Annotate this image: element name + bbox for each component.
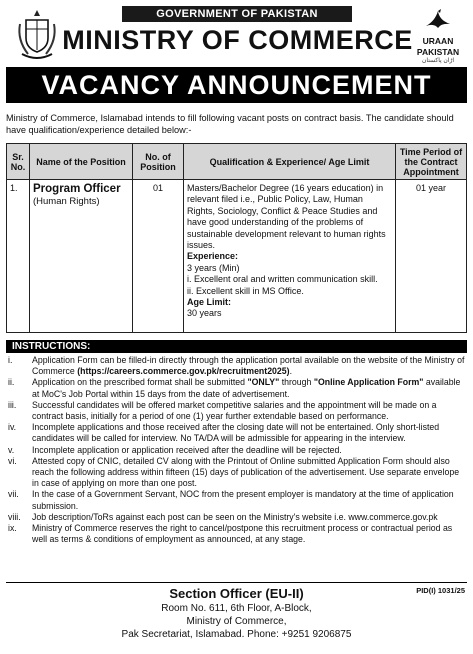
instruction-text: Incomplete application or application received after the deadline will be rejected. (32, 444, 342, 455)
instruction-item (6, 512, 467, 523)
instruction-item (6, 355, 467, 377)
instruction-text: Application Form can be filled-in directly through the application portal available on the website of the Ministry of Commerce (32, 355, 465, 377)
table-row (7, 180, 467, 333)
header-no-of-position: No. of Position (133, 144, 184, 180)
instruction-text: available at MoC's Job Portal within 15 days from the date of advertisement. (32, 377, 461, 399)
skill-communication: i. Excellent oral and written communication skill. (187, 274, 378, 285)
address-line-2: Ministry of Commerce, (186, 616, 287, 627)
cell-time-period: 01 year (396, 180, 467, 333)
uraan-name-line-2: PAKISTAN (416, 47, 460, 57)
instruction-emphasis: "ONLY" (247, 377, 280, 388)
instruction-item (6, 456, 467, 490)
qualification-text: Masters/Bachelor Degree (16 years education) in relevant filed i.e., Public Policy, Law, Human Rights, Sociology, Conflict & Peace Studies and have good understanding of the problems of sustainable development relevant to human rights issues. (187, 183, 386, 251)
instruction-number: viii. (8, 511, 21, 522)
instructions-list (6, 355, 467, 545)
experience-years: 3 years (Min) (187, 262, 240, 273)
header-qualification: Qualification & Experience/ Age Limit (184, 144, 396, 180)
instruction-text: Application on the prescribed format shall be submitted (32, 377, 248, 388)
vacancy-announcement-title: VACANCY ANNOUNCEMENT (6, 67, 467, 103)
ministry-title: MINISTRY OF COMMERCE (62, 25, 413, 55)
instruction-number: ii. (8, 377, 15, 388)
instruction-text: Ministry of Commerce reserves the right to cancel/postpone this recruitment process or contractual period as well as terms & conditions of employment as announced, at any stage. (32, 523, 453, 545)
instruction-text: Job description/ToRs against each post can be seen on the Ministry's website i.e. www.commerce.gov.pk (32, 511, 438, 522)
bird-logo-icon (423, 8, 453, 30)
instruction-text-end: . (289, 366, 293, 377)
instruction-number: vi. (8, 455, 17, 466)
instruction-number: i. (8, 355, 13, 365)
address-line-1: Room No. 611, 6th Floor, A-Block, (161, 603, 312, 614)
cell-qualification (184, 180, 396, 333)
state-emblem-icon (14, 6, 60, 62)
instruction-number: iii. (8, 399, 17, 410)
contact-block (60, 586, 413, 641)
instruction-text: Attested copy of CNIC, detailed CV along with the Printout of Online submitted Application Form should also reach the following address within fifteen (15) days of publication of the advertisement. Use separate envelope in case of applying on more than one post. (32, 455, 460, 489)
instruction-item (6, 523, 467, 545)
position-title: Program Officer (33, 183, 121, 195)
instruction-number: vii. (8, 489, 19, 500)
age-limit-value: 30 years (187, 308, 222, 319)
uraan-pakistan-logo (410, 8, 466, 66)
table-header-row (7, 144, 467, 180)
instruction-item (6, 422, 467, 444)
uraan-name-line-1: URAAN (422, 36, 454, 46)
skill-ms-office: ii. Excellent skill in MS Office. (187, 285, 304, 296)
uraan-tagline: اڑان پاکستان (421, 58, 455, 64)
instruction-item (6, 400, 467, 422)
footer-divider (6, 582, 467, 583)
cell-no-of-position: 01 (133, 180, 184, 333)
government-banner: GOVERNMENT OF PAKISTAN (122, 6, 352, 22)
cell-position-name (30, 180, 133, 333)
intro-paragraph: Ministry of Commerce, Islamabad intends to fill following vacant posts on contract basis. The candidate should have qualification/experience detailed below:- (6, 113, 454, 135)
header-time-period: Time Period of the Contract Appointment (396, 144, 467, 180)
header-position-name: Name of the Position (30, 144, 133, 180)
portal-link[interactable]: (https://careers.commerce.gov.pk/recruitment2025) (77, 366, 290, 377)
instruction-emphasis: "Online Application Form" (313, 377, 424, 388)
header-sr-no: Sr. No. (7, 144, 30, 180)
instruction-text: through (279, 377, 314, 388)
instruction-number: v. (8, 444, 15, 455)
instruction-number: iv. (8, 422, 17, 433)
vacancy-table (6, 143, 467, 333)
instruction-number: ix. (8, 523, 17, 534)
instruction-text: In the case of a Government Servant, NOC from the present employer is mandatory at the time of application submission. (32, 489, 454, 511)
pid-number: PID(I) 1031/25 (416, 586, 465, 595)
position-subtitle: (Human Rights) (33, 196, 100, 207)
age-limit-label: Age Limit: (187, 297, 231, 308)
address-line-3: Pak Secretariat, Islamabad. Phone: +9251 9206875 (121, 629, 352, 640)
section-officer-title: Section Officer (EU-II) (169, 586, 304, 601)
instruction-item (6, 445, 467, 456)
instructions-heading: INSTRUCTIONS: (6, 340, 467, 353)
instruction-item (6, 377, 467, 399)
instruction-item (6, 489, 467, 511)
experience-label: Experience: (187, 251, 239, 262)
instruction-text: Successful candidates will be offered market competitive salaries and the appointment will be made on a contract basis, initially for a period of one (1) year further extendable based on performance. (32, 399, 437, 422)
cell-sr-no: 1. (7, 180, 30, 333)
instruction-text: Incomplete applications and those received after the closing date will not be entertained. Only short-listed candidates will be called for interview. No TA/DA will be admissible for appearing in the interview. (32, 422, 440, 444)
